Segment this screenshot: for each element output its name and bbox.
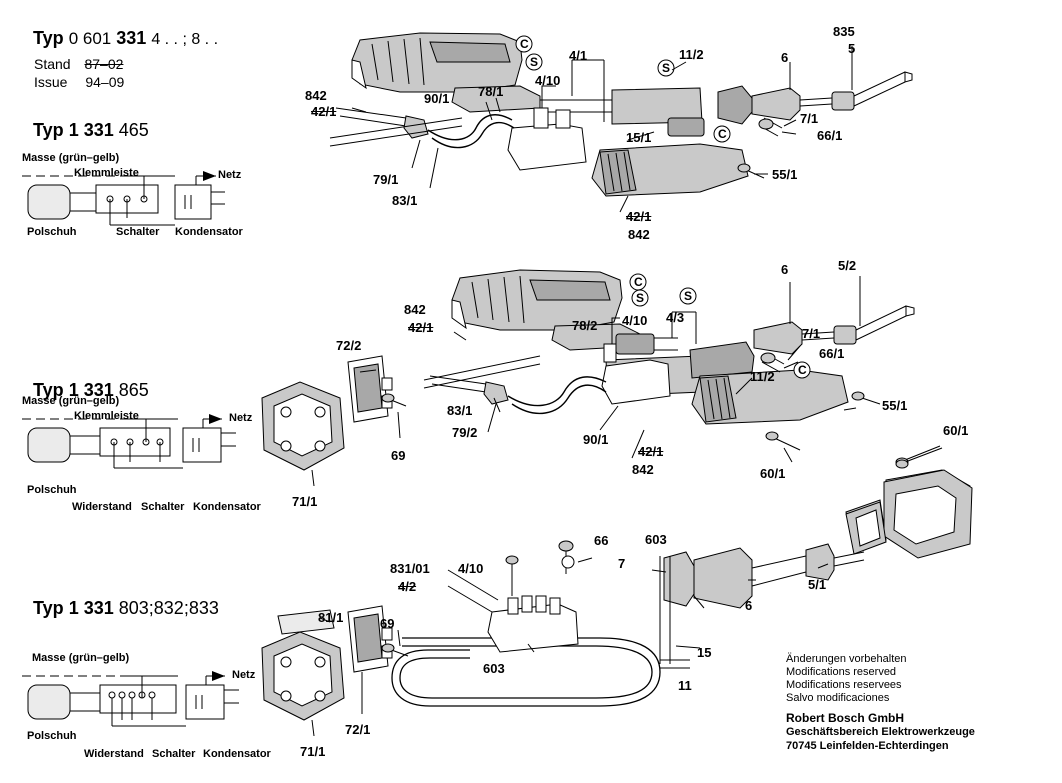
callout-m-7-1: 7/1 [802,326,821,341]
schematic-1-schalter-label: Schalter [116,226,160,238]
callout-m-72-2: 72/2 [336,338,362,353]
callout-7-1: 7/1 [800,111,819,126]
mark-c-top-1: C [520,37,529,51]
callout-79-1: 79/1 [373,172,399,187]
callout-b-5-1: 5/1 [808,577,827,592]
callout-m-42-1-b: 42/1 [638,444,664,459]
callout-42-1-b: 42/1 [626,209,652,224]
callout-5: 5 [848,41,856,56]
schematic-3-number: 803;832;833 [118,598,219,618]
callout-b-603-a: 603 [645,532,667,547]
mark-c-top-2: C [718,127,727,141]
callout-m-842-a: 842 [404,302,426,317]
schematic-2-number: 865 [118,380,149,400]
schematic-2-widerstand-label: Widerstand [72,501,132,513]
callout-b-81-1: 81/1 [318,610,344,625]
mark-s-mid-2: S [684,289,693,303]
callout-b-603-b: 603 [483,661,505,676]
callout-42-1-a: 42/1 [311,104,337,119]
callout-m-83-1: 83/1 [447,403,473,418]
callout-835: 835 [833,24,855,39]
callout-m-90-1: 90/1 [583,432,609,447]
callout-m-60-1-b: 60/1 [760,466,786,481]
callout-4-1: 4/1 [569,48,588,63]
callout-m-4-10: 4/10 [622,313,648,328]
callout-m-842-b: 842 [632,462,654,477]
callout-b-4-2: 4/2 [398,579,417,594]
callout-b-72-1: 72/1 [345,722,371,737]
callout-m-69: 69 [391,448,406,463]
schematic-3-kondensator-label: Kondensator [203,748,271,760]
callout-m-79-2: 79/2 [452,425,478,440]
schematic-2-masse-label: Masse (grün–gelb) [22,395,120,407]
callout-m-11-2: 11/2 [750,369,775,384]
schematic-2-klemmleiste-label: Klemmleiste [74,410,139,422]
callout-b-11: 11 [678,678,692,693]
callout-b-66: 66 [594,533,609,548]
schematic-3-polschuh-label: Polschuh [27,730,77,742]
mark-s-top-2: S [662,61,671,75]
schematic-3-widerstand-label: Widerstand [84,748,144,760]
footer-line-4: Salvo modificaciones [786,692,890,704]
callout-15-1: 15/1 [626,130,652,145]
typ-number-prefix: 0 601 [68,29,112,48]
mark-s-mid-1: S [636,291,645,305]
callout-842-b: 842 [628,227,650,242]
callout-b-831-01: 831/01 [390,561,430,576]
issue-label: Issue [34,74,68,90]
typ-label: Typ [33,28,64,48]
callout-b-69: 69 [380,616,395,631]
schematic-3-schalter-label: Schalter [152,748,196,760]
stand-value: 87–02 [84,56,124,72]
schematic-2-series: 1 331 [68,380,114,400]
callout-b-4-10: 4/10 [458,561,484,576]
schematic-1-polschuh-label: Polschuh [27,226,77,238]
callout-6: 6 [781,50,789,65]
callout-m-42-1-a: 42/1 [408,320,434,335]
schematic-1-series: 1 331 [68,120,114,140]
schematic-3-netz-label: Netz [232,669,256,681]
callout-66-1: 66/1 [817,128,843,143]
schematic-1-masse-label: Masse (grün–gelb) [22,152,120,164]
stand-label: Stand [34,56,71,72]
schematic-3-typ: Typ [33,598,64,618]
callout-11-2: 11/2 [679,47,704,62]
callout-m-60-1-a: 60/1 [943,423,969,438]
footer-company-address: 70745 Leinfelden-Echterdingen [786,740,949,752]
callout-b-15: 15 [697,645,712,660]
schematic-1-number: 465 [118,120,149,140]
callout-m-78-2: 78/2 [572,318,598,333]
typ-number-main: 331 [116,28,147,48]
schematic-2-typ: Typ [33,380,64,400]
schematic-1-klemmleiste-label: Klemmleiste [74,167,139,179]
callout-b-6: 6 [745,598,753,613]
schematic-2-schalter-label: Schalter [141,501,185,513]
schematic-1-kondensator-label: Kondensator [175,226,243,238]
callout-b-7: 7 [618,556,626,571]
footer-line-1: Änderungen vorbehalten [786,653,907,665]
footer-company-division: Geschäftsbereich Elektrowerkzeuge [786,726,975,738]
issue-value: 94–09 [85,74,125,90]
callout-m-71-1: 71/1 [292,494,318,509]
callout-m-5-2: 5/2 [838,258,857,273]
callout-4-10: 4/10 [535,73,561,88]
callout-90-1: 90/1 [424,91,450,106]
callout-b-71-1: 71/1 [300,744,326,759]
footer-line-2: Modifications reserved [786,666,897,678]
callout-78-1: 78/1 [478,84,504,99]
mark-c-mid-2: C [798,363,807,377]
schematic-2-kondensator-label: Kondensator [193,501,261,513]
callout-m-4-3: 4/3 [666,310,685,325]
schematic-1-typ: Typ [33,120,64,140]
schematic-2-polschuh-label: Polschuh [27,484,77,496]
schematic-3-masse-label: Masse (grün–gelb) [32,652,130,664]
mark-s-top-1: S [530,55,539,69]
schematic-1-netz-label: Netz [218,169,242,181]
callout-m-66-1: 66/1 [819,346,845,361]
callout-842-a: 842 [305,88,327,103]
mark-c-mid-1: C [634,275,643,289]
schematic-2-netz-label: Netz [229,412,253,424]
footer-line-3: Modifications reservees [786,679,902,691]
callout-55-1: 55/1 [772,167,798,182]
typ-number-suffix: 4 . . ; 8 . . [151,31,219,48]
callout-83-1: 83/1 [392,193,418,208]
schematic-3-series: 1 331 [68,598,114,618]
footer-company-name: Robert Bosch GmbH [786,711,905,725]
callout-m-55-1: 55/1 [882,398,908,413]
callout-m-6: 6 [781,262,789,277]
